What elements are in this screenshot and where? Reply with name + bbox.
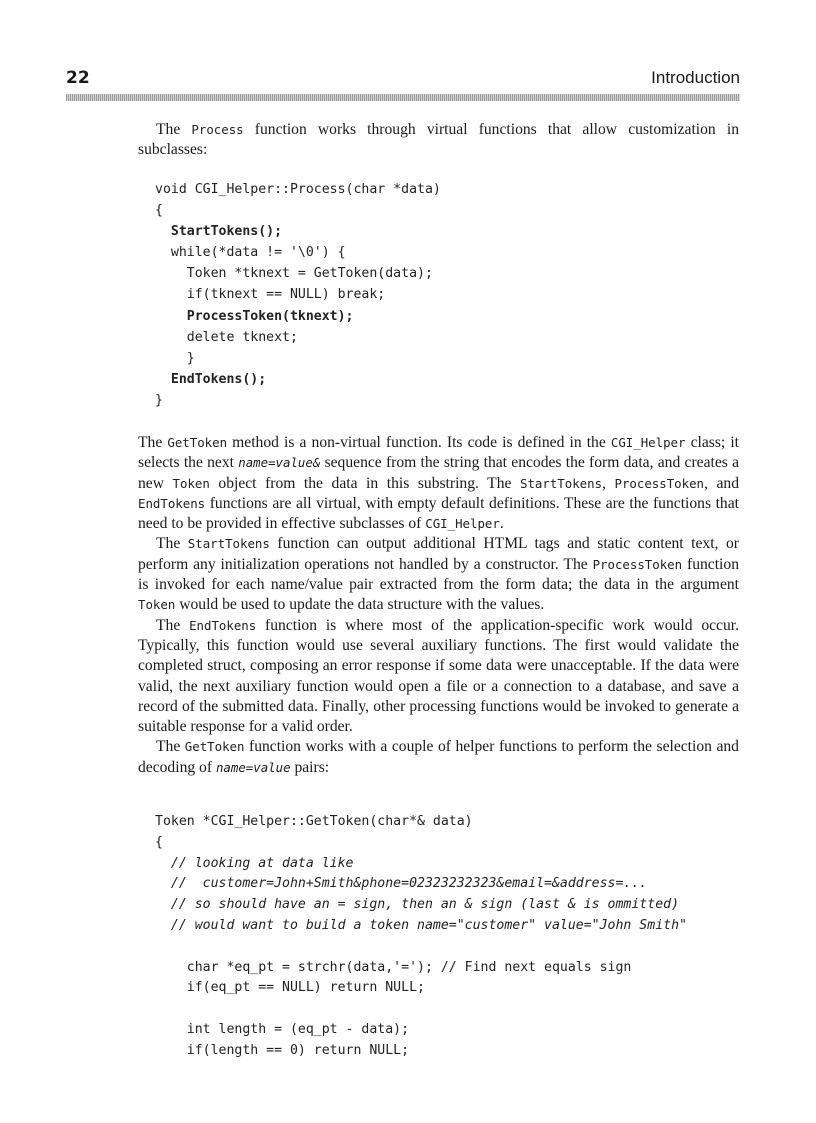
code-line: delete tknext; <box>155 329 298 345</box>
code-line <box>155 999 687 1020</box>
code-line: while(*data != '\0') { <box>155 245 346 261</box>
code-line: Token *CGI_Helper::GetToken(char*& data) <box>155 814 473 829</box>
code-line <box>155 937 687 958</box>
code-comment-line: // would want to build a token name="customer" value="John Smith" <box>155 917 687 933</box>
code-line: } <box>155 392 163 408</box>
paragraph: The EndTokens function is where most of the application-specific work would occur. Typically, this function would use several auxiliary functions. The first would validate the completed struct, composing an error response if some data were unacceptable. If the data were valid, the next auxiliary function would open a file or a connection to a database, and save a record of the submitted data. Finally, other processing functions would be invoked to generate a suitable response for a valid order. <box>138 616 739 736</box>
code-line: if(tknext == NULL) break; <box>155 287 386 303</box>
header-rule <box>66 94 740 101</box>
paragraph: The StartTokens function can output additional HTML tags and static content text, or perform any initialization operations not handled by a constructor. The ProcessToken function is invoked for each name/value pair extracted from the form data; the data in the argument Token would be used to update the data structure with the values. <box>138 535 739 614</box>
code-line: Token *tknext = GetToken(data); <box>155 266 433 282</box>
code-line: } <box>155 350 195 366</box>
code-line: if(eq_pt == NULL) return NULL; <box>155 980 425 996</box>
code-line: int length = (eq_pt - data); <box>155 1021 410 1037</box>
code-line: { <box>155 203 163 219</box>
code-line: char *eq_pt = strchr(data,'='); // Find next equals sign <box>155 959 632 975</box>
intro-paragraph <box>138 120 739 161</box>
code-line: EndTokens(); <box>155 371 267 387</box>
code-comment-line: // looking at data like <box>155 855 354 871</box>
code-line: if(length == 0) return NULL; <box>155 1042 410 1058</box>
code-line: ProcessToken(tknext); <box>155 308 354 324</box>
code-listing-process <box>155 179 441 411</box>
paragraph: The GetToken function works with a couple of helper functions to perform the selection and decoding of name=value pairs: <box>138 738 739 776</box>
code-line: { <box>155 834 163 850</box>
code-line: void CGI_Helper::Process(char *data) <box>155 182 441 197</box>
running-header <box>66 66 740 90</box>
code-listing-gettoken <box>155 812 687 1062</box>
code-line: StartTokens(); <box>155 224 283 240</box>
section-title: Introduction <box>651 68 740 87</box>
paragraph: The Process function works through virtual functions that allow customization in subclasses: <box>138 121 739 159</box>
code-comment-line: // so should have an = sign, then an & sign (last & is ommitted) <box>155 897 680 913</box>
body-paragraphs <box>138 433 739 778</box>
code-comment-line: // customer=John+Smith&phone=02323232323&email=&address=... <box>155 876 648 892</box>
paragraph: The GetToken method is a non-virtual function. Its code is defined in the CGI_Helper class; it selects the next name=value& sequence from the string that encodes the form data, and creates a new Token object from the data in this substring. The StartTokens, ProcessToken, and EndTokens functions are all virtual, with empty default definitions. These are the functions that need to be provided in effective subclasses of CGI_Helper. <box>138 434 739 533</box>
page-number: 22 <box>66 68 90 88</box>
